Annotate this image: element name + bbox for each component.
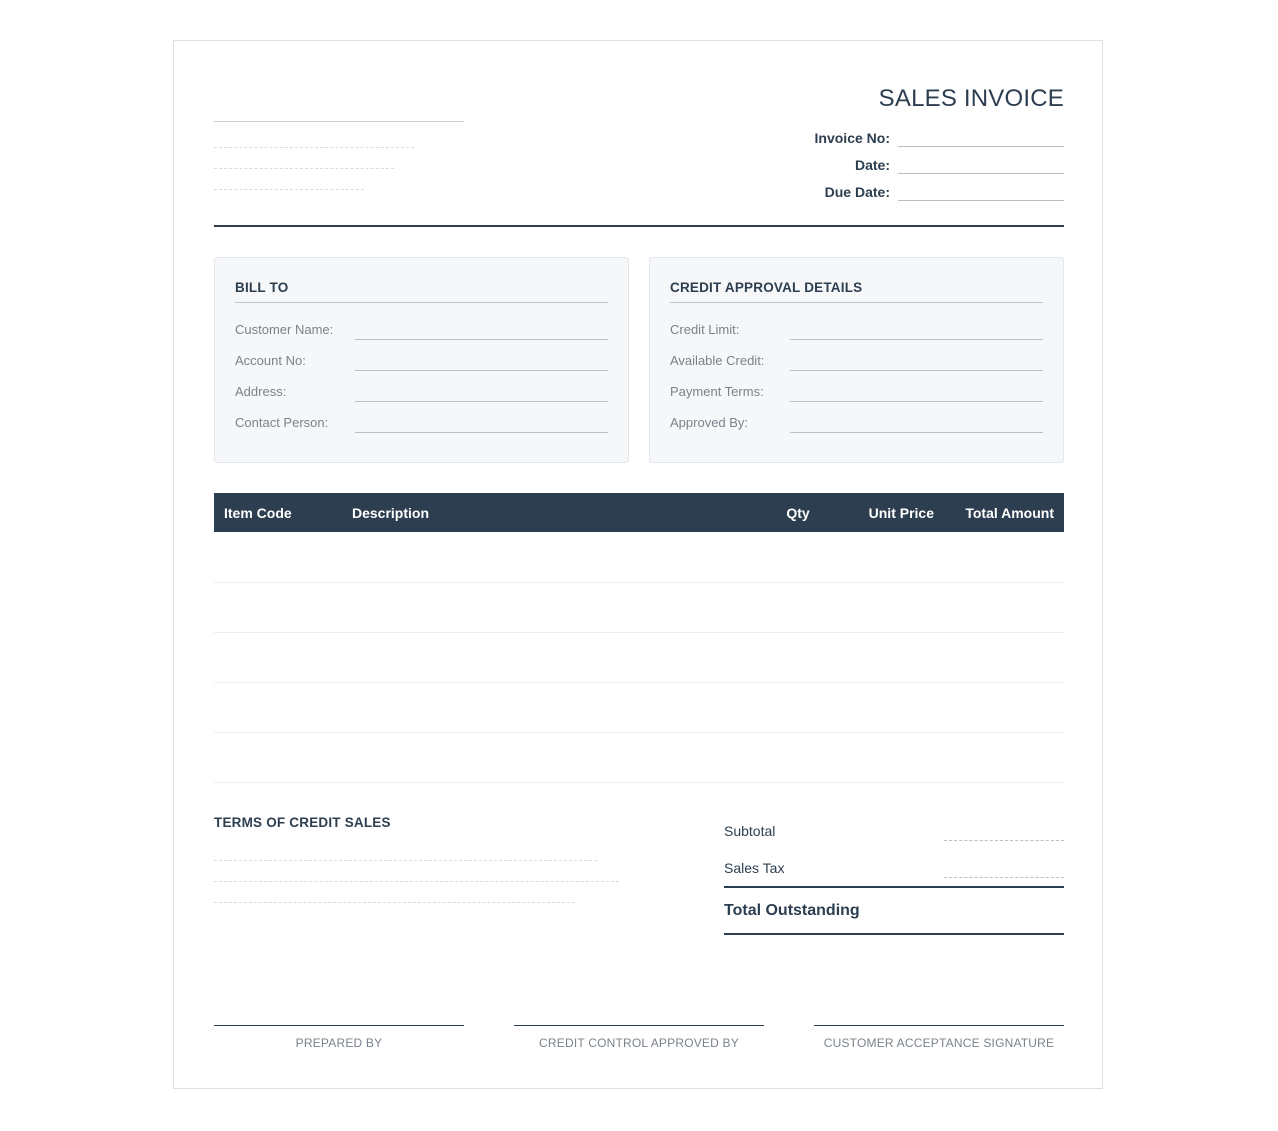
credit-control-label: CREDIT CONTROL APPROVED BY: [539, 1036, 739, 1050]
table-row: [214, 632, 1064, 682]
invoice-number-field: [664, 130, 1064, 150]
due-date-input-line[interactable]: [898, 200, 1064, 201]
credit-limit-input-line[interactable]: [790, 339, 1043, 340]
account-number-input-line[interactable]: [355, 370, 608, 371]
credit-approval-title-rule: [670, 302, 1043, 303]
contact-person-input-line[interactable]: [355, 432, 608, 433]
sales-tax-label: Sales Tax: [724, 860, 785, 876]
subtotal-label: Subtotal: [724, 823, 776, 839]
terms-line: [214, 860, 597, 861]
credit-limit-label: Credit Limit:: [670, 322, 740, 337]
terms-title: TERMS OF CREDIT SALES: [214, 815, 391, 830]
cell-total-amount[interactable]: [944, 582, 1064, 632]
approved-by-input-line[interactable]: [790, 432, 1043, 433]
header-divider: [214, 225, 1064, 227]
customer-name-label: Customer Name:: [235, 322, 334, 337]
credit-limit-field: [670, 322, 1043, 342]
line-items-table: [214, 493, 1064, 783]
payment-terms-label: Payment Terms:: [670, 384, 764, 399]
available-credit-label: Available Credit:: [670, 353, 765, 368]
customer-name-input-line[interactable]: [355, 339, 608, 340]
company-address-line: [214, 168, 394, 169]
due-date-label: Due Date:: [824, 184, 890, 200]
cell-unit-price[interactable]: [849, 682, 944, 732]
address-input-line[interactable]: [355, 401, 608, 402]
company-name-line: [214, 121, 464, 122]
contact-person-field: [235, 415, 608, 435]
cell-qty[interactable]: [747, 582, 849, 632]
cell-item-code[interactable]: [214, 582, 342, 632]
column-header-description: Description: [342, 493, 747, 532]
cell-item-code[interactable]: [214, 682, 342, 732]
company-address-line: [214, 147, 414, 148]
invoice-number-label: Invoice No:: [814, 130, 890, 146]
total-outstanding-label: Total Outstanding: [724, 902, 860, 919]
cell-description[interactable]: [342, 732, 747, 782]
account-number-label: Account No:: [235, 353, 306, 368]
cell-item-code[interactable]: [214, 732, 342, 782]
approved-by-label: Approved By:: [670, 415, 749, 430]
column-header-item-code: Item Code: [214, 493, 342, 532]
available-credit-field: [670, 353, 1043, 373]
address-label: Address:: [235, 384, 287, 399]
due-date-field: [664, 184, 1064, 204]
address-field: [235, 384, 608, 404]
company-address-line: [214, 189, 364, 190]
cell-unit-price[interactable]: [849, 582, 944, 632]
subtotal-value-line[interactable]: [944, 840, 1064, 841]
signature-line: [814, 1025, 1064, 1026]
invoice-date-label: Date:: [854, 157, 890, 173]
approved-by-field: [670, 415, 1043, 435]
invoice-number-input-line[interactable]: [898, 146, 1064, 147]
cell-total-amount[interactable]: [944, 632, 1064, 682]
prepared-by-label: PREPARED BY: [295, 1036, 383, 1050]
table-row: [214, 732, 1064, 782]
totals-divider: [724, 886, 1064, 888]
cell-description[interactable]: [342, 682, 747, 732]
cell-item-code[interactable]: [214, 632, 342, 682]
payment-terms-input-line[interactable]: [790, 401, 1043, 402]
cell-description[interactable]: [342, 582, 747, 632]
cell-total-amount[interactable]: [944, 532, 1064, 582]
invoice-title: SALES INVOICE: [878, 85, 1064, 112]
payment-terms-field: [670, 384, 1043, 404]
table-row: [214, 532, 1064, 582]
bill-to-title: BILL TO: [235, 280, 289, 295]
cell-qty[interactable]: [747, 732, 849, 782]
table-body: [214, 532, 1064, 782]
customer-acceptance-signature[interactable]: [814, 1025, 1064, 1050]
table-header-row: [214, 493, 1064, 532]
cell-unit-price[interactable]: [849, 532, 944, 582]
table-row: [214, 582, 1064, 632]
cell-description[interactable]: [342, 532, 747, 582]
table-row: [214, 682, 1064, 732]
terms-line: [214, 902, 575, 903]
signature-line: [214, 1025, 464, 1026]
terms-line: [214, 881, 619, 882]
cell-qty[interactable]: [747, 532, 849, 582]
total-outstanding-underline: [724, 933, 1064, 935]
credit-control-signature[interactable]: [514, 1025, 764, 1050]
sales-tax-value-line[interactable]: [944, 877, 1064, 878]
customer-name-field: [235, 322, 608, 342]
column-header-total-amount: Total Amount: [944, 493, 1064, 532]
account-number-field: [235, 353, 608, 373]
invoice-page: [173, 40, 1103, 1089]
cell-description[interactable]: [342, 632, 747, 682]
available-credit-input-line[interactable]: [790, 370, 1043, 371]
bill-to-section: [214, 257, 629, 463]
prepared-by-signature[interactable]: [214, 1025, 464, 1050]
invoice-date-input-line[interactable]: [898, 173, 1064, 174]
invoice-content: [214, 41, 1064, 1088]
cell-qty[interactable]: [747, 682, 849, 732]
credit-approval-section: [649, 257, 1064, 463]
invoice-date-field: [664, 157, 1064, 177]
contact-person-label: Contact Person:: [235, 415, 329, 430]
cell-total-amount[interactable]: [944, 682, 1064, 732]
cell-qty[interactable]: [747, 632, 849, 682]
signature-line: [514, 1025, 764, 1026]
column-header-qty: Qty: [747, 493, 849, 532]
cell-unit-price[interactable]: [849, 732, 944, 782]
cell-total-amount[interactable]: [944, 732, 1064, 782]
customer-acceptance-label: CUSTOMER ACCEPTANCE SIGNATURE: [823, 1036, 1055, 1050]
credit-approval-title: CREDIT APPROVAL DETAILS: [670, 280, 863, 295]
bill-to-title-rule: [235, 302, 608, 303]
cell-item-code[interactable]: [214, 532, 342, 582]
column-header-unit-price: Unit Price: [849, 493, 944, 532]
cell-unit-price[interactable]: [849, 632, 944, 682]
